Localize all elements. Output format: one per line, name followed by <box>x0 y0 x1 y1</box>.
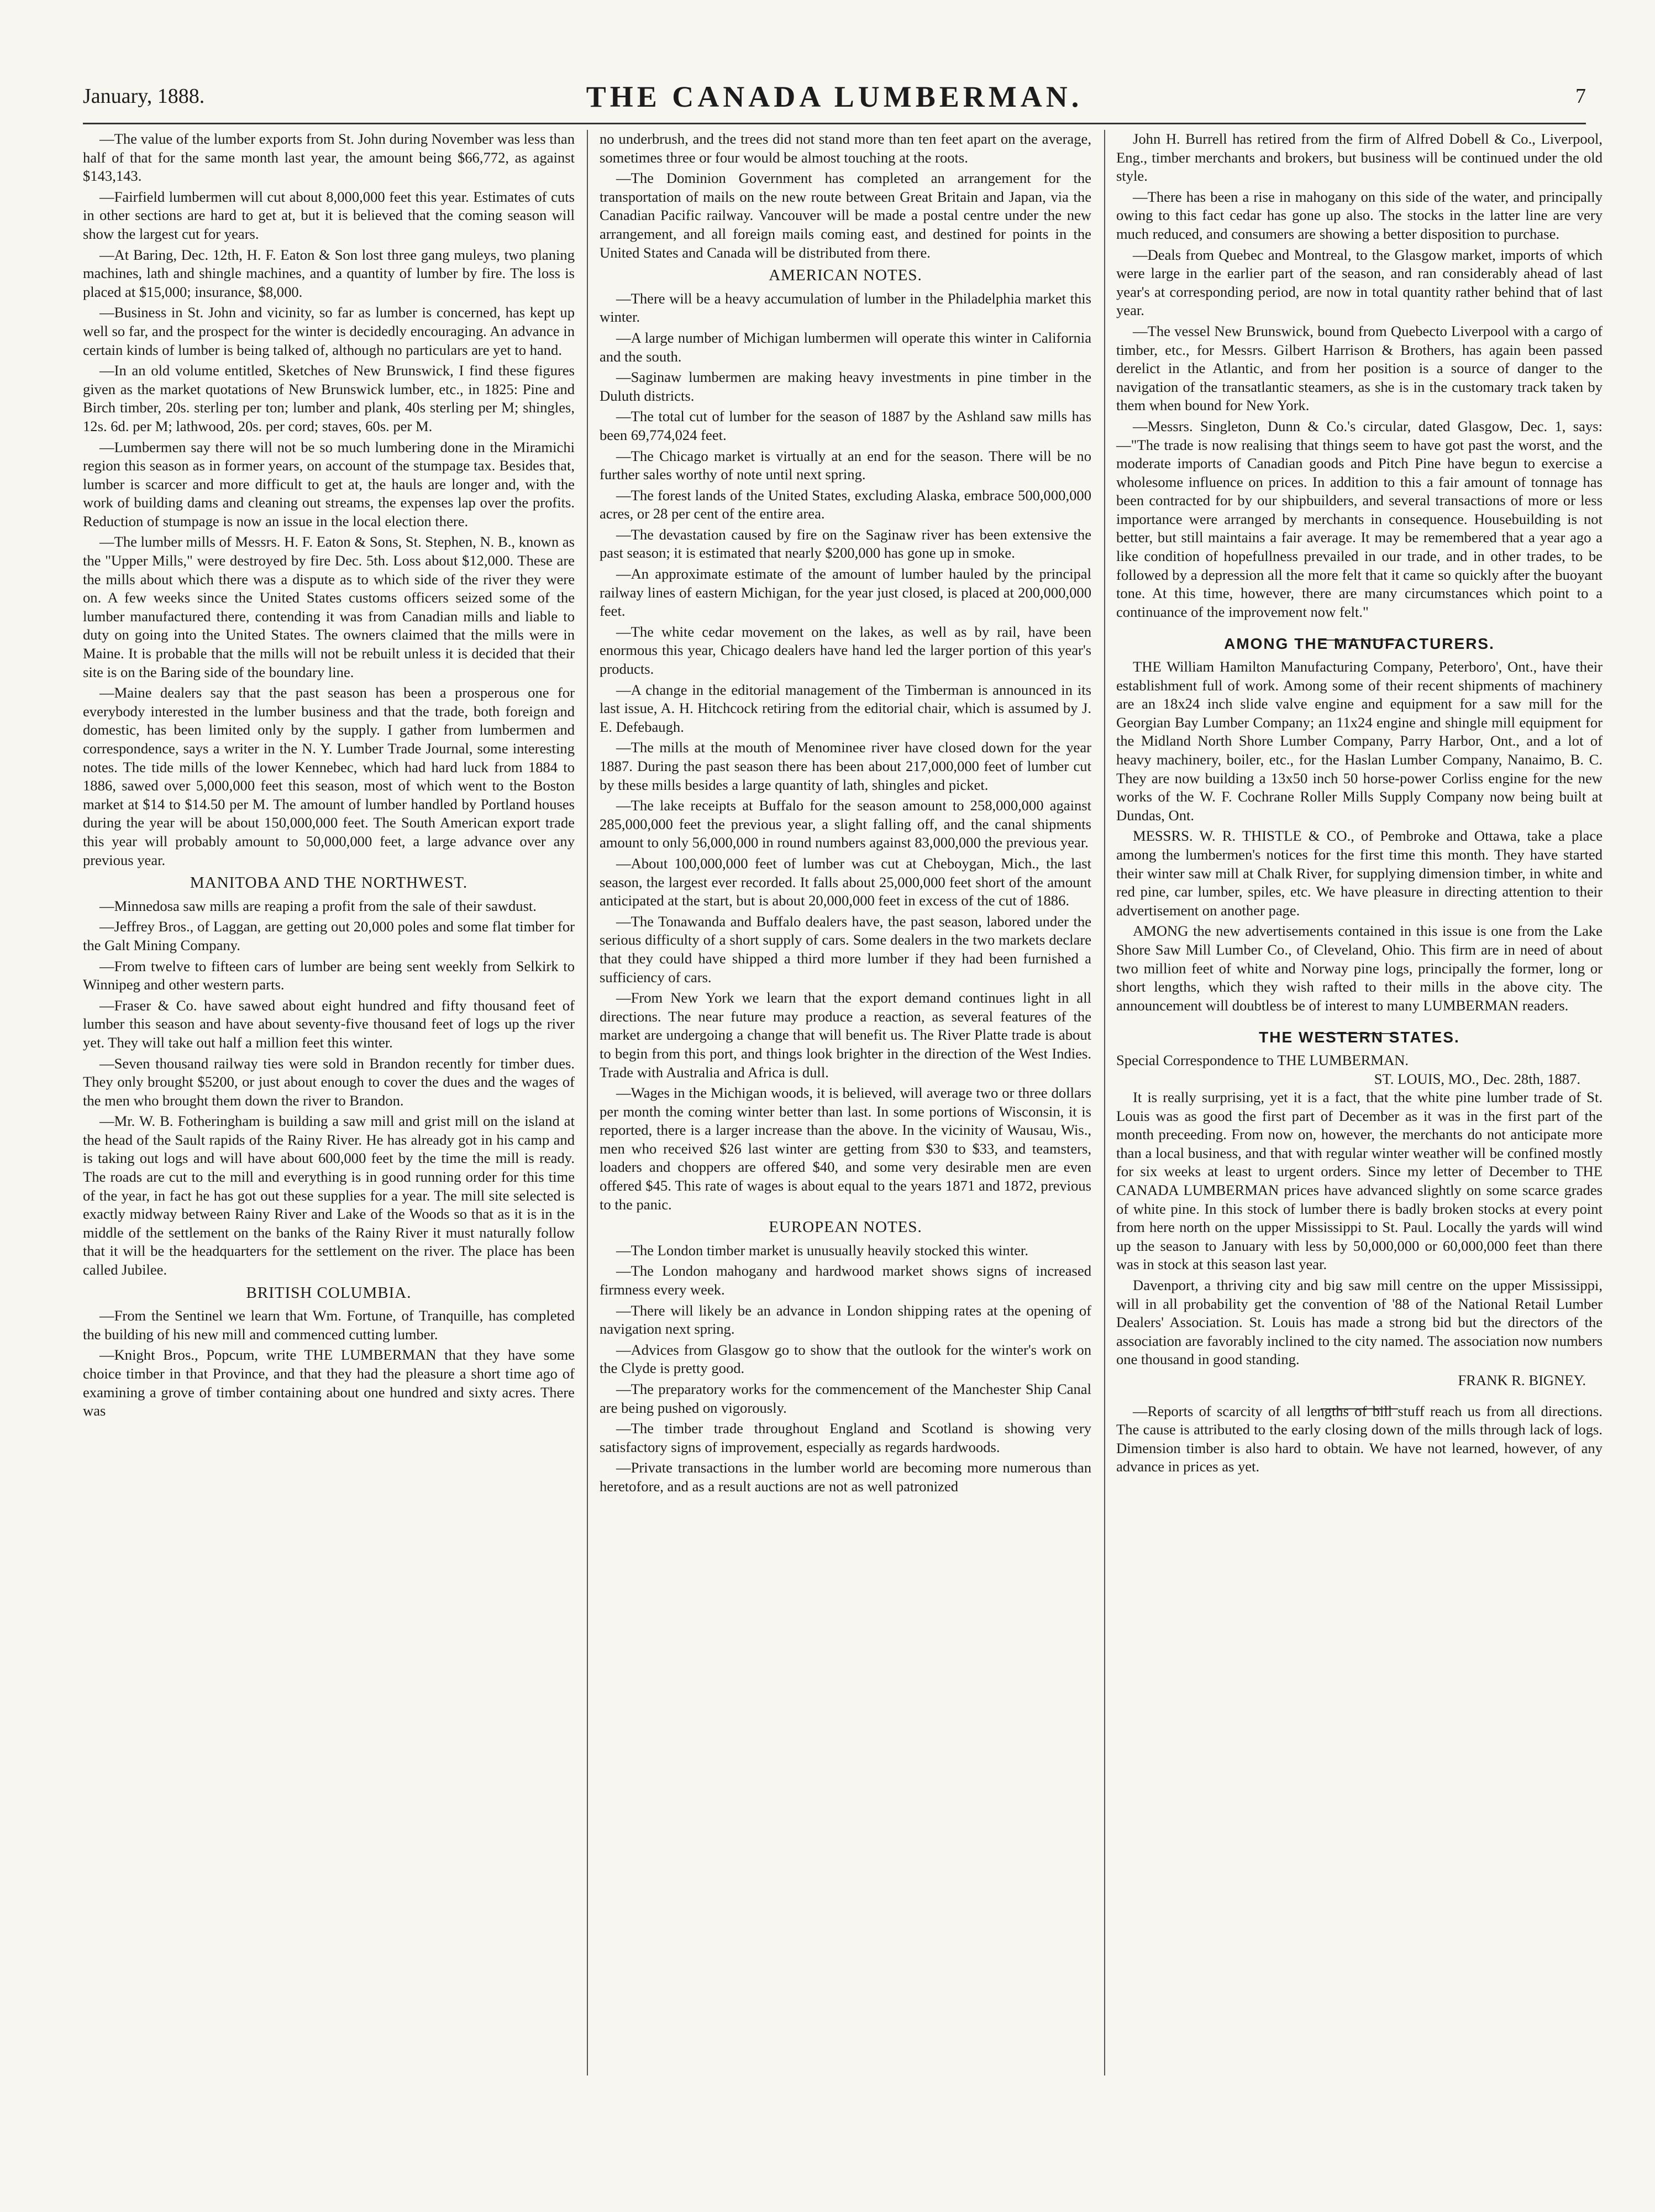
news-item: —Minnedosa saw mills are reaping a profit from the sale of their sawdust. <box>99 897 537 914</box>
news-item: —Fraser & Co. have sawed about eight hundred and fifty thousand feet of lumber this season and have about seventy-five thousand feet of logs up the river yet. They will take out half a million feet this winter. <box>83 997 575 1051</box>
news-item: —About 100,000,000 feet of lumber was cut at Cheboygan, Mich., the last season, the largest ever recorded. It falls about 25,000,000 feet short of the amount anticipated at the start, but is about 20,000,000 feet in excess of the cut of 1886. <box>600 855 1091 909</box>
news-item: —In an old volume entitled, Sketches of New Brunswick, I find these figures given as the market quotations of New Brunswick lumber, etc., in 1825: Pine and Birch timber, 20s. sterling per ton; lumber and plank, 40s sterling per M; shingles, 12s. 6d. per M; lathwood, 20s. per cord; staves, 60s. per M. <box>83 362 575 434</box>
section-heading-british-columbia: BRITISH COLUMBIA. <box>246 1283 412 1302</box>
news-item: —The white cedar movement on the lakes, as well as by rail, have been enormous this year, Chicago dealers have hand led the larger portion of this year's products. <box>600 623 1091 678</box>
news-item: —Business in St. John and vicinity, so far as lumber is concerned, has kept up well so far, and the prospect for the winter is decidedly encouraging. An advance in certain kinds of lumber is being talked of, although no particulars are yet to hand. <box>83 304 575 358</box>
news-item: —The Chicago market is virtually at an end for the season. There will be no further sales worthy of note until next spring. <box>600 447 1091 483</box>
news-item: —The lumber mills of Messrs. H. F. Eaton & Sons, St. Stephen, N. B., known as the "Upper Mills," were destroyed by fire Dec. 5th. Loss about $12,000. These are the mills about which there was a dispute as to which side of the river they were on. A few weeks since the United States customs officers seized some of the lumber manufactured there, contending it was from Canadian mills and liable to duty on going into the United States. The owners claimed that the mills were in Maine. It is probable that the mills will not be rebuilt unless it is decided that their site is on the Baring side of the boundary line. <box>83 533 575 680</box>
column-1 <box>83 130 575 1423</box>
news-item-continued: no underbrush, and the trees did not stand more than ten feet apart on the average, sometimes three or four would be almost touching at the roots. <box>600 130 1091 166</box>
news-item: —Jeffrey Bros., of Laggan, are getting out 20,000 poles and some flat timber for the Galt Mining Company. <box>83 918 575 953</box>
section-heading-manufacturers: AMONG THE MANUFACTURERS. <box>1224 635 1495 653</box>
news-item: —At Baring, Dec. 12th, H. F. Eaton & Son lost three gang muleys, two planing machines, lath and shingle machines, and a quantity of lumber by fire. The loss is placed at $15,000; insurance, $8,000. <box>83 246 575 300</box>
issue-date: January, 1888. <box>83 85 205 108</box>
news-item: MESSRS. W. R. THISTLE & CO., of Pembroke and Ottawa, take a place among the lumbermen's notices for the first time this month. They have started their winter saw mill at Chalk River, for supplying dimension timber, in white and red pine, car lumber, spiles, etc. We have pleasure in directing attention to their advertisement on another page. <box>1116 827 1603 919</box>
news-item: —The preparatory works for the commencement of the Manchester Ship Canal are being pushed on vigorously. <box>600 1381 1091 1416</box>
section-heading-western-states: THE WESTERN STATES. <box>1259 1029 1460 1046</box>
news-item: —Lumbermen say there will not be so much lumbering done in the Miramichi region this season as in former years, on account of the stumpage tax. Besides that, lumber is scarcer and more difficult to get at, the hauls are longer and, with the work of building dams and cleaning out streams, the expenses lap over the profits. Reduction of stumpage is now an issue in the local election there. <box>83 438 575 530</box>
news-item: Davenport, a thriving city and big saw mill centre on the upper Mississippi, will in all probability get the convention of '88 of the National Retail Lumber Dealers' Association. St. Louis has made a strong bid but the directors of the association are favorably inclined to the city named. The association now numbers one thousand in good standing. <box>1116 1277 1603 1368</box>
news-item: —The vessel New Brunswick, bound from Quebecto Liverpool with a cargo of timber, etc., for Messrs. Gilbert Harrison & Brothers, has again been passed derelict in the Atlantic, and from her position is a source of danger to the navigation of the transatlantic steamers, as she is in the customary track taken by them when bound for New York. <box>1116 322 1603 414</box>
news-item: AMONG the new advertisements contained in this issue is one from the Lake Shore Saw Mill Lumber Co., of Cleveland, Ohio. This firm are in need of about two million feet of white and Norway pine logs, principally the former, long or short lengths, which they wish rafted to their mills in the above city. The announcement will doubtless be of interest to many LUMBERMAN readers. <box>1116 922 1603 1014</box>
news-item: —Fairfield lumbermen will cut about 8,000,000 feet this year. Estimates of cuts in other sections are hard to get at, but it is believed that the coming season will show the largest cut for years. <box>83 188 575 242</box>
byline: Special Correspondence to THE LUMBERMAN. <box>1116 1051 1409 1068</box>
column-divider <box>1104 130 1105 2075</box>
news-item: —From twelve to fifteen cars of lumber are being sent weekly from Selkirk to Winnipeg and other western parts. <box>83 957 575 993</box>
news-item: —Private transactions in the lumber world are becoming more numerous than heretofore, and as a result auctions are not as well patronized <box>600 1459 1091 1495</box>
ornament-divider <box>1116 627 1603 630</box>
news-item: —The forest lands of the United States, excluding Alaska, embrace 500,000,000 acres, or 28 per cent of the entire area. <box>600 486 1091 522</box>
news-item: —The Tonawanda and Buffalo dealers have, the past season, labored under the serious difficulty of a short supply of cars. Some dealers in the two markets declare that they could have shipped a third more lumber if they had been furnished a sufficiency of cars. <box>600 913 1091 986</box>
news-item: —The mills at the mouth of Menominee river have closed down for the year 1887. During the past season there has been about 217,000,000 feet of lumber cut by these mills besides a large quantity of lath, shingles and picket. <box>600 739 1091 793</box>
news-item: —The lake receipts at Buffalo for the season amount to 258,000,000 against 285,000,000 feet the previous year, a slight falling off, and the canal shipments amount to only 56,000,000 in round numbers against 83,000,000 the previous year. <box>600 797 1091 851</box>
ornament-divider <box>1116 1020 1603 1024</box>
news-item: —Deals from Quebec and Montreal, to the Glasgow market, imports of which were large in the earlier part of the season, and ran considerably ahead of last year's at corresponding period, are now in total quantity rather behind that of last year. <box>1116 246 1603 319</box>
news-item: —The devastation caused by fire on the Saginaw river has been extensive the past season; it is estimated that nearly $200,000 has gone up in smoke. <box>600 526 1091 562</box>
news-item: —Advices from Glasgow go to show that the outlook for the winter's work on the Clyde is pretty good. <box>600 1341 1091 1377</box>
masthead <box>83 77 1586 116</box>
page-number: 7 <box>1575 85 1586 108</box>
news-item: —Mr. W. B. Fotheringham is building a saw mill and grist mill on the island at the head of the Sault rapids of the Rainy River. He has already got in his camp and is taking out logs and will have about 600,000 feet by the time the mill is ready. The roads are cut to the mill and everything is in good running order for this time of the year, in fact he has got out these supplies for a year. The mill site selected is exactly midway between Rainy River and Lake of the Woods so that as it is in the middle of the settlement on the banks of the Rainy River it must naturally follow that it will be the headquarters for the settlement on the river. The place has been called Jubilee. <box>83 1113 575 1278</box>
news-item: —A change in the editorial management of the Timberman is announced in its last issue, A. H. Hitchcock retiring from the editorial chair, which is assumed by J. E. Defebaugh. <box>600 681 1091 735</box>
news-item: THE William Hamilton Manufacturing Company, Peterboro', Ont., have their establishment full of work. Among some of their recent shipments of machinery are an 18x24 inch slide valve engine and equipment for a saw mill for the Georgian Bay Lumber Company; an 11x24 engine and shingle mill equipment for the Midland North Shore Lumber Company, Parry Harbor, Ont., and a lot of heavy machinery, boiler, etc., for the Haslan Lumber Company, Nanaimo, B. C. They are now building a 13x50 inch 50 horse-power Corliss engine for the new works of the W. F. Cochrane Roller Mills Supply Company now being built at Dundas, Ont. <box>1116 658 1603 824</box>
column-2 <box>600 130 1091 1498</box>
news-item: —From the Sentinel we learn that Wm. Fortune, of Tranquille, has completed the building of his new mill and commenced cutting lumber. <box>83 1307 575 1343</box>
news-item: —The London mahogany and hardwood market shows signs of increased firmness every week. <box>600 1262 1091 1298</box>
news-item: —There will likely be an advance in London shipping rates at the opening of navigation next spring. <box>600 1302 1091 1338</box>
news-item: —The value of the lumber exports from St. John during November was less than half of that for the same month last year, the amount being $66,772, as against $143,143. <box>83 130 575 185</box>
ornament-divider <box>1116 1396 1603 1399</box>
news-item: —The London timber market is unusually heavily stocked this winter. <box>616 1241 1028 1259</box>
news-item: —An approximate estimate of the amount of lumber hauled by the principal railway lines of eastern Michigan, for the year just closed, is placed at 200,000,000 feet. <box>600 565 1091 620</box>
column-3 <box>1116 130 1603 1479</box>
news-item: —Maine dealers say that the past season has been a prosperous one for everybody interested in the lumber business and that the trade, both foreign and domestic, has been limited only by the supply. I gather from lumbermen and correspondence, says a writer in the N. Y. Lumber Trade Journal, some interesting notes. The tide mills of the lower Kennebec, which had hard luck from 1884 to 1886, sawed over 5,000,000 feet this season, most of which went to the Boston market at $14 to $14.50 per M. The amount of lumber handled by Portland houses during the year will be about 150,000,000 feet. The South American export trade this year will probably amount to 50,000,000 feet, a large advance over any previous year. <box>83 684 575 868</box>
section-heading-manitoba: MANITOBA AND THE NORTHWEST. <box>190 874 468 892</box>
news-item: —A large number of Michigan lumbermen will operate this winter in California and the south. <box>600 329 1091 365</box>
news-item: —The Dominion Government has completed an arrangement for the transportation of mails on the new route between Great Britain and Japan, via the Canadian Pacific railway. Vancouver will be made a postal centre under the new arrangement, and all foreign mails coming east, and destined for points in the United States and Canada will be distributed from there. <box>600 170 1091 261</box>
news-item: John H. Burrell has retired from the firm of Alfred Dobell & Co., Liverpool, Eng., timber merchants and brokers, but business will be continued under the old style. <box>1116 130 1603 185</box>
news-item: —Wages in the Michigan woods, it is believed, will average two or three dollars per month the coming winter better than last. In some portions of Wisconsin, it is reported, there is a larger increase than the above. In the vicinity of Wausau, Wis., men who received $26 last winter are getting from $30 to $33, and teamsters, loaders and choppers are offered $40, and some very desirable men are even offered $45. This rate of wages is about equal to the years 1871 and 1872, previous to the panic. <box>600 1084 1091 1213</box>
signature: FRANK R. BIGNEY. <box>1458 1372 1586 1388</box>
news-item: —Reports of scarcity of all lengths of bill stuff reach us from all directions. The cause is attributed to the early closing down of the mills through lack of logs. Dimension timber is also hard to obtain. We have not learned, however, of any advance in prices as yet. <box>1116 1402 1603 1475</box>
masthead-rule <box>83 123 1586 124</box>
dateline: ST. LOUIS, MO., Dec. 28th, 1887. <box>1374 1070 1580 1087</box>
news-item: —Saginaw lumbermen are making heavy investments in pine timber in the Duluth districts. <box>600 369 1091 404</box>
section-heading-european-notes: EUROPEAN NOTES. <box>769 1218 922 1236</box>
news-item: —Messrs. Singleton, Dunn & Co.'s circular, dated Glasgow, Dec. 1, says:—"The trade is now realising that things seem to have got past the worst, and the moderate imports of Canadian goods and Pitch Pine have begun to exercise a wholesome influence on prices. In addition to this a fair amount of tonnage has been contracted for by our shipbuilders, and several transactions of more or less importance were arranged by merchants in consequence. Housebuilding is not better, but still maintains a fair average. It may be remembered that a year ago a like condition of hopefullness prevailed in our trade, and in other trades, to be followed by a depression all the more felt that it came so quickly after the buoyant tone. At this time, however, there are many circumstances which point to a continuance of the improvement now felt." <box>1116 417 1603 620</box>
publication-title: THE CANADA LUMBERMAN. <box>586 80 1083 113</box>
news-item: —There will be a heavy accumulation of lumber in the Philadelphia market this winter. <box>600 290 1091 326</box>
news-item: It is really surprising, yet it is a fact, that the white pine lumber trade of St. Louis was as good the first part of December as it was in the first part of the month preceeding. From now on, however, the merchants do not anticipate more than a local business, and that with regular winter weather will be confined mostly for six weeks at least to urgent orders. Since my letter of December to THE CANADA LUMBERMAN prices have advanced slightly on some scarce grades of white pine. In this stock of lumber there is badly broken stocks at every point from here north on the upper Mississippi to St. Paul. Locally the yards will wind up the season to January with less by 50,000,000 or 60,000,000 feet than there was in stock at this season last year. <box>1116 1089 1603 1273</box>
news-item: —Seven thousand railway ties were sold in Brandon recently for timber dues. They only brought $5200, or just about enough to cover the dues and the wages of the men who brought them down the river to Brandon. <box>83 1055 575 1109</box>
news-item: —The total cut of lumber for the season of 1887 by the Ashland saw mills has been 69,774,024 feet. <box>600 408 1091 443</box>
news-item: —There has been a rise in mahogany on this side of the water, and principally owing to this fact cedar has gone up also. The stocks in the latter line are very much reduced, and consumers are showing a better disposition to purchase. <box>1116 188 1603 242</box>
column-divider <box>587 130 588 2075</box>
section-heading-american-notes: AMERICAN NOTES. <box>769 266 922 285</box>
news-item: —The timber trade throughout England and Scotland is showing very satisfactory signs of improvement, especially as regards hardwoods. <box>600 1420 1091 1455</box>
news-item: —From New York we learn that the export demand continues light in all directions. The near future may produce a reaction, as several features of the market are undergoing a change that will benefit us. The River Platte trade is about to begin from this port, and things look brighter in the direction of the West Indies. Trade with Australia and Africa is dull. <box>600 989 1091 1081</box>
news-item: —Knight Bros., Popcum, write THE LUMBERMAN that they have some choice timber in that Province, and that they had the pleasure a short time ago of examining a grove of timber containing about one hundred and sixty acres. There was <box>83 1346 575 1419</box>
